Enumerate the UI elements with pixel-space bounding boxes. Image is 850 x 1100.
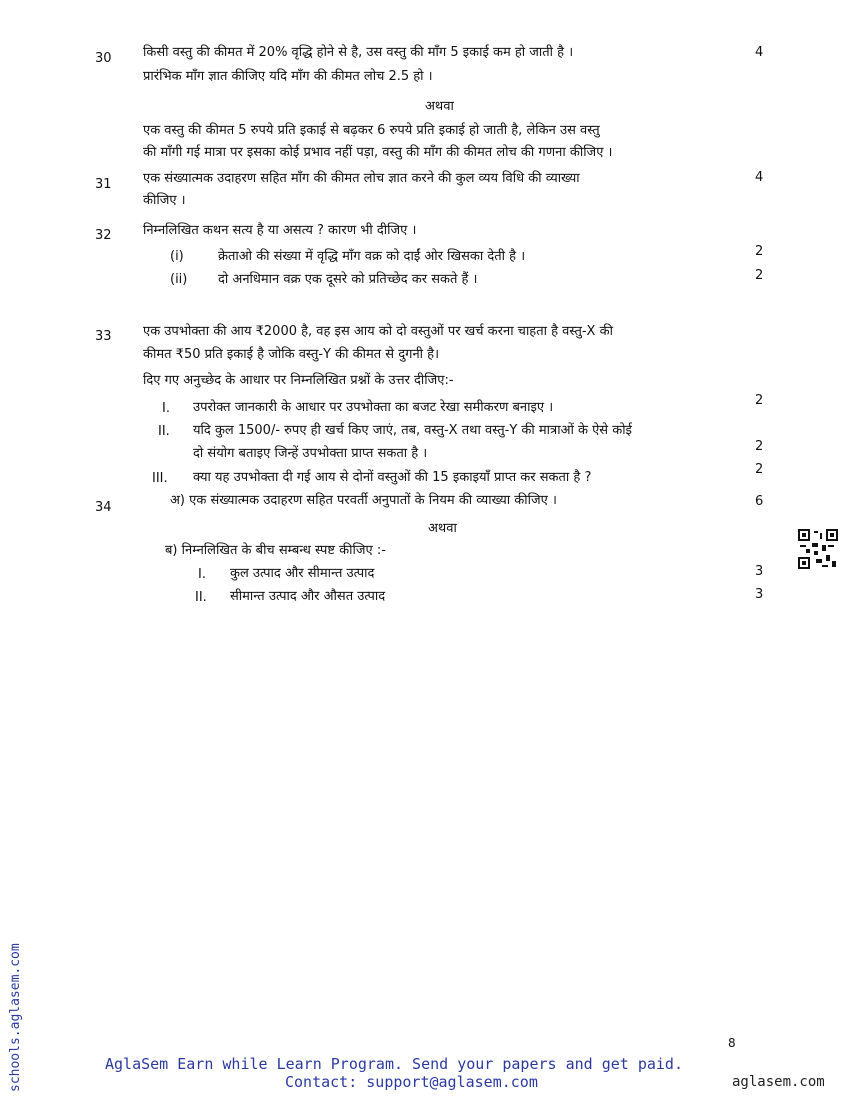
footer-contact[interactable]: Contact: support@aglasem.com <box>285 1073 538 1091</box>
marks: 3 <box>755 587 764 602</box>
item-label: II. <box>195 590 207 605</box>
item-label: II. <box>158 424 170 439</box>
qr-code <box>798 529 838 569</box>
question-number: 32 <box>95 228 112 243</box>
question-text: निम्नलिखित कथन सत्य है या असत्य ? कारण भी दीजिए । <box>143 223 417 238</box>
footer-site[interactable]: aglasem.com <box>732 1074 825 1090</box>
question-text: दिए गए अनुच्छेद के आधार पर निम्नलिखित प्रश्नों के उत्तर दीजिए:- <box>143 373 454 388</box>
side-watermark: schools.aglasem.com <box>8 943 23 1092</box>
marks: 2 <box>755 439 764 454</box>
item-label: III. <box>152 471 168 486</box>
page-number: 8 <box>728 1036 736 1050</box>
question-number: 34 <box>95 500 112 515</box>
item-text: यदि कुल 1500/- रुपए ही खर्च किए जाएं, तब, वस्तु-X तथा वस्तु-Y की मात्राओं के ऐसे कोई <box>193 423 632 438</box>
question-text: किसी वस्तु की कीमत में 20% वृद्धि होने से है, उस वस्तु की माँग 5 इकाई कम हो जाती है । <box>143 45 574 60</box>
item-text: सीमान्त उत्पाद और औसत उत्पाद <box>230 589 386 604</box>
marks: 2 <box>755 462 764 477</box>
item-label: (ii) <box>170 272 188 287</box>
or-separator: अथवा <box>428 521 457 536</box>
question-text: कीजिए । <box>143 193 186 208</box>
question-text: एक उपभोक्ता की आय ₹2000 है, वह इस आय को दो वस्तुओं पर खर्च करना चाहता है वस्तु-X की <box>143 324 613 339</box>
marks: 4 <box>755 45 764 60</box>
item-label: I. <box>162 401 170 416</box>
footer-promo: AglaSem Earn while Learn Program. Send your papers and get paid. <box>105 1055 683 1073</box>
question-text: कीमत ₹50 प्रति इकाई है जोकि वस्तु-Y की कीमत से दुगनी है। <box>143 347 439 362</box>
question-number: 31 <box>95 177 112 192</box>
item-text: उपरोक्त जानकारी के आधार पर उपभोक्ता का बजट रेखा समीकरण बनाइए । <box>193 400 554 415</box>
question-text: ब) निम्नलिखित के बीच सम्बन्ध स्पष्ट कीजिए :- <box>165 543 386 558</box>
item-text: कुल उत्पाद और सीमान्त उत्पाद <box>230 566 375 581</box>
marks: 3 <box>755 564 764 579</box>
marks: 2 <box>755 244 764 259</box>
question-text: की माँगी गई मात्रा पर इसका कोई प्रभाव नहीं पड़ा, वस्तु की माँग की कीमत लोच की गणना कीजिए । <box>143 145 613 160</box>
or-separator: अथवा <box>425 99 454 114</box>
marks: 2 <box>755 393 764 408</box>
item-text: क्या यह उपभोक्ता दी गई आय से दोनों वस्तुओं की 15 इकाइयाँ प्राप्त कर सकता है ? <box>193 470 592 485</box>
item-text: क्रेताओ की संख्या में वृद्धि माँग वक्र को दाईं ओर खिसका देती है । <box>218 249 526 264</box>
question-number: 30 <box>95 51 112 66</box>
item-text: दो अनधिमान वक्र एक दूसरे को प्रतिच्छेद कर सकते हैं । <box>218 272 478 287</box>
item-label: (i) <box>170 249 184 264</box>
question-text: प्रारंभिक माँग ज्ञात कीजिए यदि माँग की कीमत लोच 2.5 हो । <box>143 69 433 84</box>
item-text: दो संयोग बताइए जिन्हें उपभोक्ता प्राप्त सकता है । <box>193 446 428 461</box>
marks: 6 <box>755 494 764 509</box>
marks: 4 <box>755 170 764 185</box>
question-text: एक संख्यात्मक उदाहरण सहित माँग की कीमत लोच ज्ञात करने की कुल व्यय विधि की व्याख्या <box>143 171 580 186</box>
question-text: अ) एक संख्यात्मक उदाहरण सहित परवर्ती अनुपातों के नियम की व्याख्या कीजिए । <box>170 493 557 508</box>
marks: 2 <box>755 268 764 283</box>
item-label: I. <box>198 567 206 582</box>
question-number: 33 <box>95 329 112 344</box>
question-text: एक वस्तु की कीमत 5 रुपये प्रति इकाई से बढ़कर 6 रुपये प्रति इकाई हो जाती है, लेकिन उस वस्तु <box>143 123 600 138</box>
